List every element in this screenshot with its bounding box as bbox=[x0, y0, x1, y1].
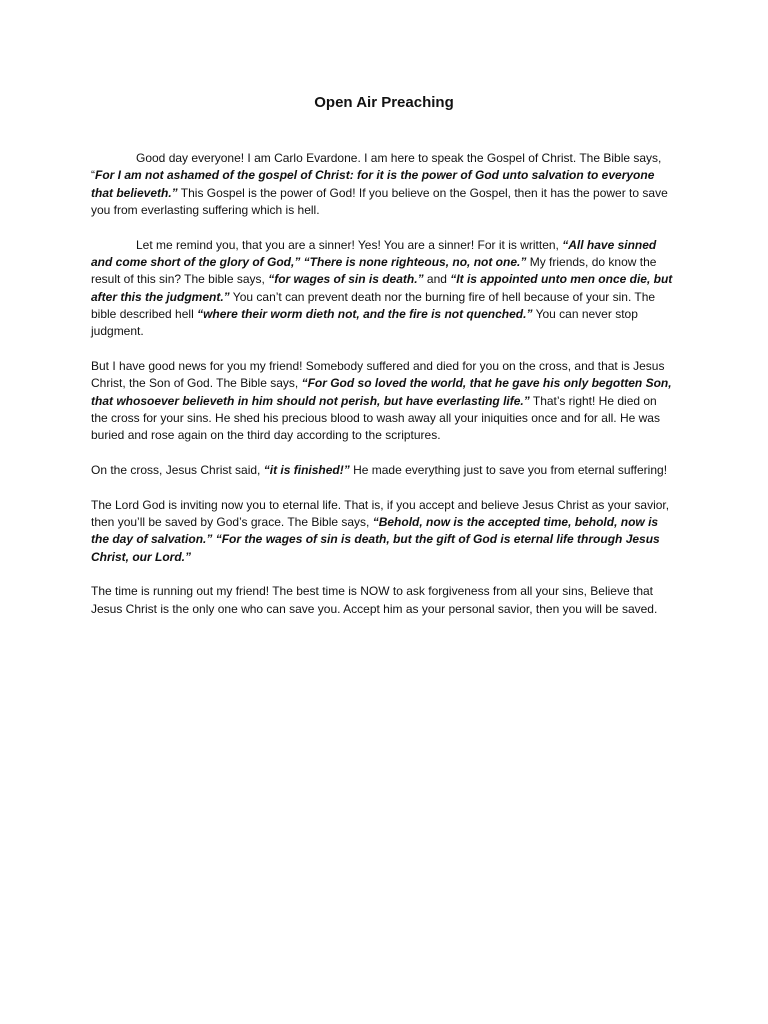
scripture-quote: For I am not ashamed of the gospel of Christ: for it is the power of God unto salvation to everyone that believeth.” bbox=[91, 168, 655, 200]
scripture-quote: “it is finished!” bbox=[263, 462, 350, 477]
scripture-quote: “Behold, now is the accepted time, behold, now is the day of salvation.” “For the wages of sin is death, but the gift of God is eternal life through Jesus Christ, our Lord.” bbox=[91, 515, 660, 564]
paragraph-text: On the cross, Jesus Christ said, bbox=[91, 462, 264, 477]
paragraph-text: He made everything just to save you from eternal suffering! bbox=[349, 462, 668, 477]
paragraph-text: You can’t can prevent death nor the burning fire of hell because of your sin. The bible described hell bbox=[91, 289, 656, 321]
scripture-quote: “for wages of sin is death.” bbox=[268, 272, 424, 287]
paragraph bbox=[91, 237, 676, 341]
paragraph-text: The Lord God is inviting now you to eternal life. That is, if you accept and believe Jesus Christ as your savior, then you’ll be saved by God’s grace. The Bible says, bbox=[91, 497, 670, 530]
scripture-quote: “It is appointed unto men once die, but after this the judgment.” bbox=[91, 272, 673, 304]
paragraph-text: You can never stop judgment. bbox=[91, 306, 638, 339]
paragraph-text: Good day everyone! I am Carlo Evardone. I am here to speak the Gospel of Christ. The Bible says, “ bbox=[91, 151, 662, 183]
paragraph bbox=[91, 150, 676, 219]
paragraph-text: But I have good news for you my friend! Somebody suffered and died for you on the cross, and that is Jesus Christ, the Son of God. The Bible says, bbox=[91, 358, 665, 391]
paragraph-text: The time is running out my friend! The best time is NOW to ask forgiveness from all your sins, Believe that Jesus Christ is the only one who can save you. Accept him as your personal savior, then you will be saved. bbox=[91, 584, 658, 616]
document-body bbox=[91, 150, 676, 636]
scripture-quote: “where their worm dieth not, and the fire is not quenched.” bbox=[197, 306, 533, 321]
paragraph-text: and bbox=[423, 272, 451, 287]
document-title: Open Air Preaching bbox=[314, 94, 454, 111]
scripture-quote: “For God so loved the world, that he gave his only begotten Son, that whosoever believeth in him should not perish, but have everlasting life.” bbox=[91, 376, 672, 408]
paragraph bbox=[91, 462, 676, 479]
paragraph bbox=[91, 358, 676, 444]
paragraph-text: My friends, do know the result of this sin? The bible says, bbox=[91, 254, 657, 287]
paragraph bbox=[91, 583, 676, 618]
scripture-quote: “All have sinned and come short of the glory of God,” “There is none righteous, no, not one.” bbox=[91, 237, 657, 269]
paragraph-text: This Gospel is the power of God! If you believe on the Gospel, then it has the power to save you from everlasting suffering which is hell. bbox=[91, 185, 668, 217]
paragraph bbox=[91, 497, 676, 566]
paragraph-text: That’s right! He died on the cross for your sins. He shed his precious blood to wash away all your iniquities once and for all. He was buried and rose again on the third day according to the scriptures. bbox=[91, 393, 660, 443]
paragraph-text: Let me remind you, that you are a sinner! Yes! You are a sinner! For it is written, bbox=[136, 237, 563, 252]
